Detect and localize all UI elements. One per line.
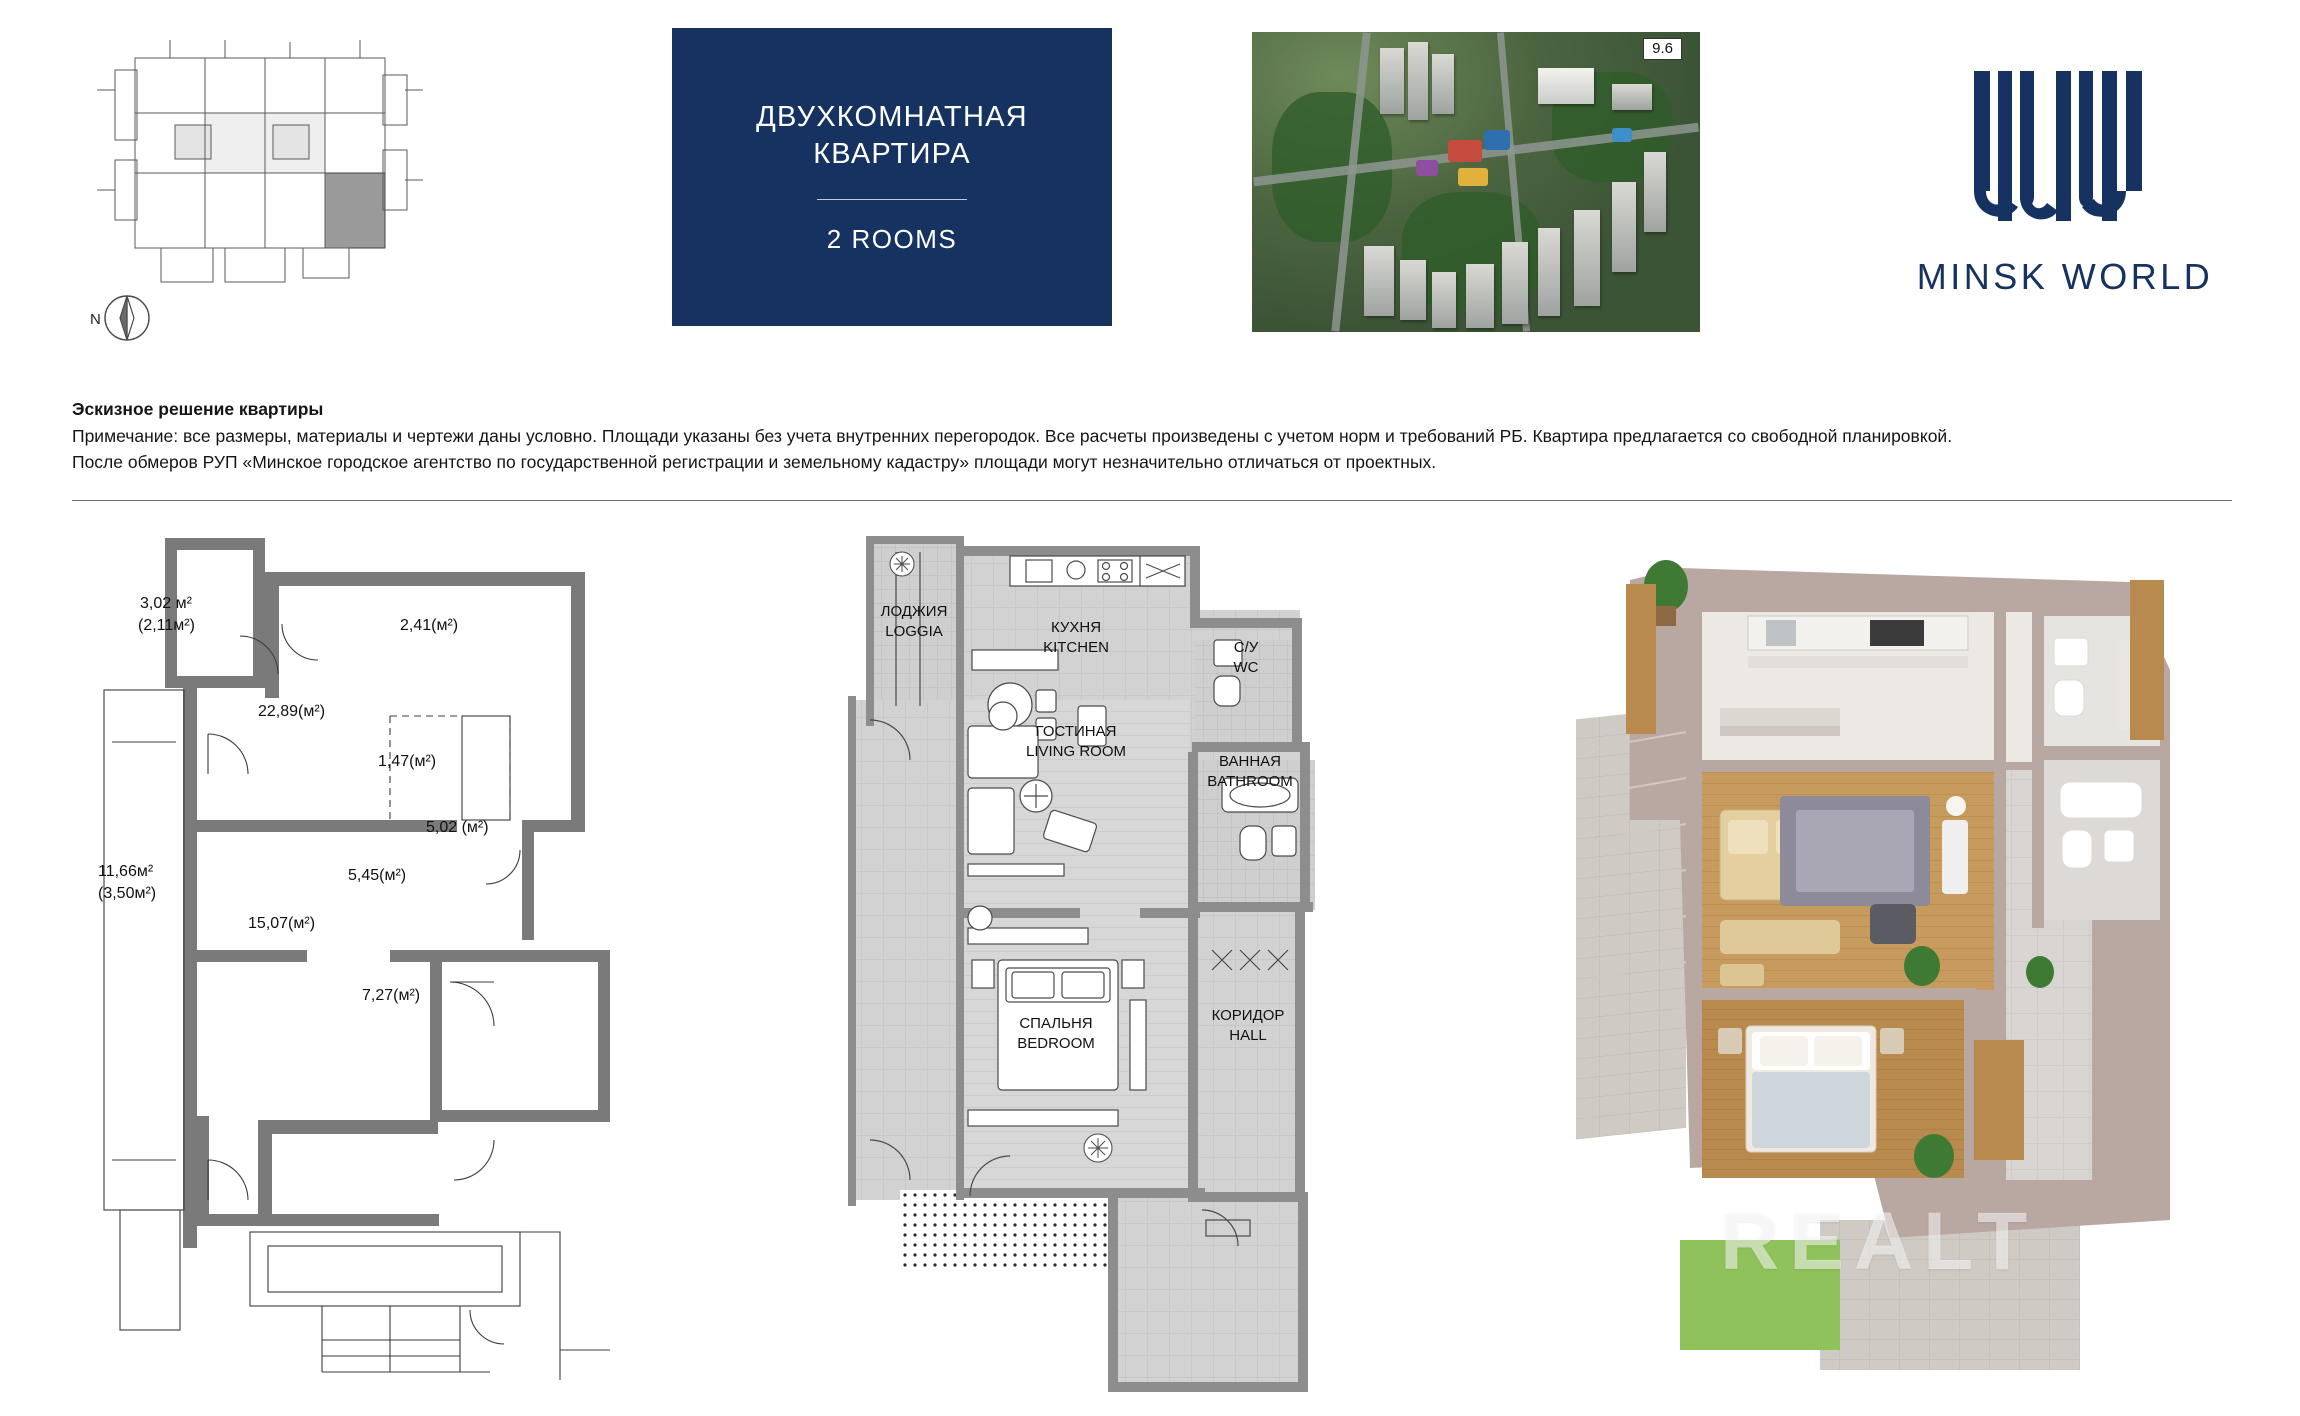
dim-kitchen: 7,27(м²) <box>362 987 421 1004</box>
svg-text:LOGGIA: LOGGIA <box>885 623 943 640</box>
dim-loggia-line2: (2,11м²) <box>138 617 195 634</box>
building-key-plan <box>75 30 495 330</box>
dim-wc: 1,47(м²) <box>378 753 437 770</box>
brand-name: MINSK WORLD <box>1916 255 2214 297</box>
mw-monogram-icon <box>1960 63 2170 238</box>
dim-balcony-line2: (3,50м²) <box>98 885 157 902</box>
notes-line-1: Примечание: все размеры, материалы и чертежи даны условно. Площади указаны без учета внутренних перегородок. Все расчеты произведены с учетом норм и требований РБ. Квартира предлагается со свободной планировкой. <box>72 425 1953 446</box>
svg-text:С/У: С/У <box>1233 639 1259 656</box>
watermark-after: LT <box>1923 1196 2038 1287</box>
svg-text:BEDROOM: BEDROOM <box>1017 1035 1095 1052</box>
svg-text:СПАЛЬНЯ: СПАЛЬНЯ <box>1019 1015 1093 1032</box>
furnished-floor-plan <box>840 520 1570 1400</box>
watermark-before: RE <box>1720 1196 1854 1287</box>
svg-text:ГОСТИНАЯ: ГОСТИНАЯ <box>1035 723 1117 740</box>
dim-bathroom: 5,02 (м²) <box>426 819 489 836</box>
header <box>0 0 2300 370</box>
dim-balcony-line1: 11,66м² <box>98 863 154 880</box>
compass-icon <box>87 288 155 356</box>
svg-text:ЛОДЖИЯ: ЛОДЖИЯ <box>880 603 948 620</box>
notes-block <box>72 396 2232 476</box>
notes-line-2: После обмеров РУП «Минское городское агентство по государственной регистрации и земельному кадастру» площади могут незначительно отличаться от проектных. <box>72 452 1437 473</box>
dim-living: 22,89(м²) <box>258 703 326 720</box>
aerial-marker-label: 9.6 <box>1643 38 1682 60</box>
title-en: 2 ROOMS <box>826 224 958 255</box>
aerial-photo <box>1252 32 1700 332</box>
svg-text:LIVING ROOM: LIVING ROOM <box>1025 743 1127 760</box>
dimensioned-floor-plan <box>90 520 830 1400</box>
apartment-type-card <box>672 28 1112 326</box>
compass-north-label: N <box>90 311 101 328</box>
svg-text:KITCHEN: KITCHEN <box>1043 639 1109 656</box>
svg-text:КУХНЯ: КУХНЯ <box>1050 619 1102 636</box>
svg-text:ВАННАЯ: ВАННАЯ <box>1218 753 1282 770</box>
3d-render-plan <box>1570 520 2290 1400</box>
notes-divider <box>72 500 2232 501</box>
svg-text:HALL: HALL <box>1229 1027 1267 1044</box>
svg-text:КОРИДОР: КОРИДОР <box>1211 1007 1285 1024</box>
notes-heading: Эскизное решение квартиры <box>72 399 324 419</box>
watermark-accent: A <box>1853 1196 1924 1287</box>
svg-text:WC: WC <box>1233 659 1259 676</box>
title-divider <box>817 199 967 200</box>
dim-bedroom: 15,07(м²) <box>248 915 316 932</box>
dim-hall: 5,45(м²) <box>348 867 407 884</box>
dim-loggia-line1: 3,02 м² <box>140 595 192 612</box>
minsk-world-logo <box>1875 30 2255 330</box>
dim-niche-top: 2,41(м²) <box>400 617 459 634</box>
svg-text:BATHROOM: BATHROOM <box>1207 773 1293 790</box>
title-ru: ДВУХКОМНАТНАЯ КВАРТИРА <box>756 100 1028 170</box>
